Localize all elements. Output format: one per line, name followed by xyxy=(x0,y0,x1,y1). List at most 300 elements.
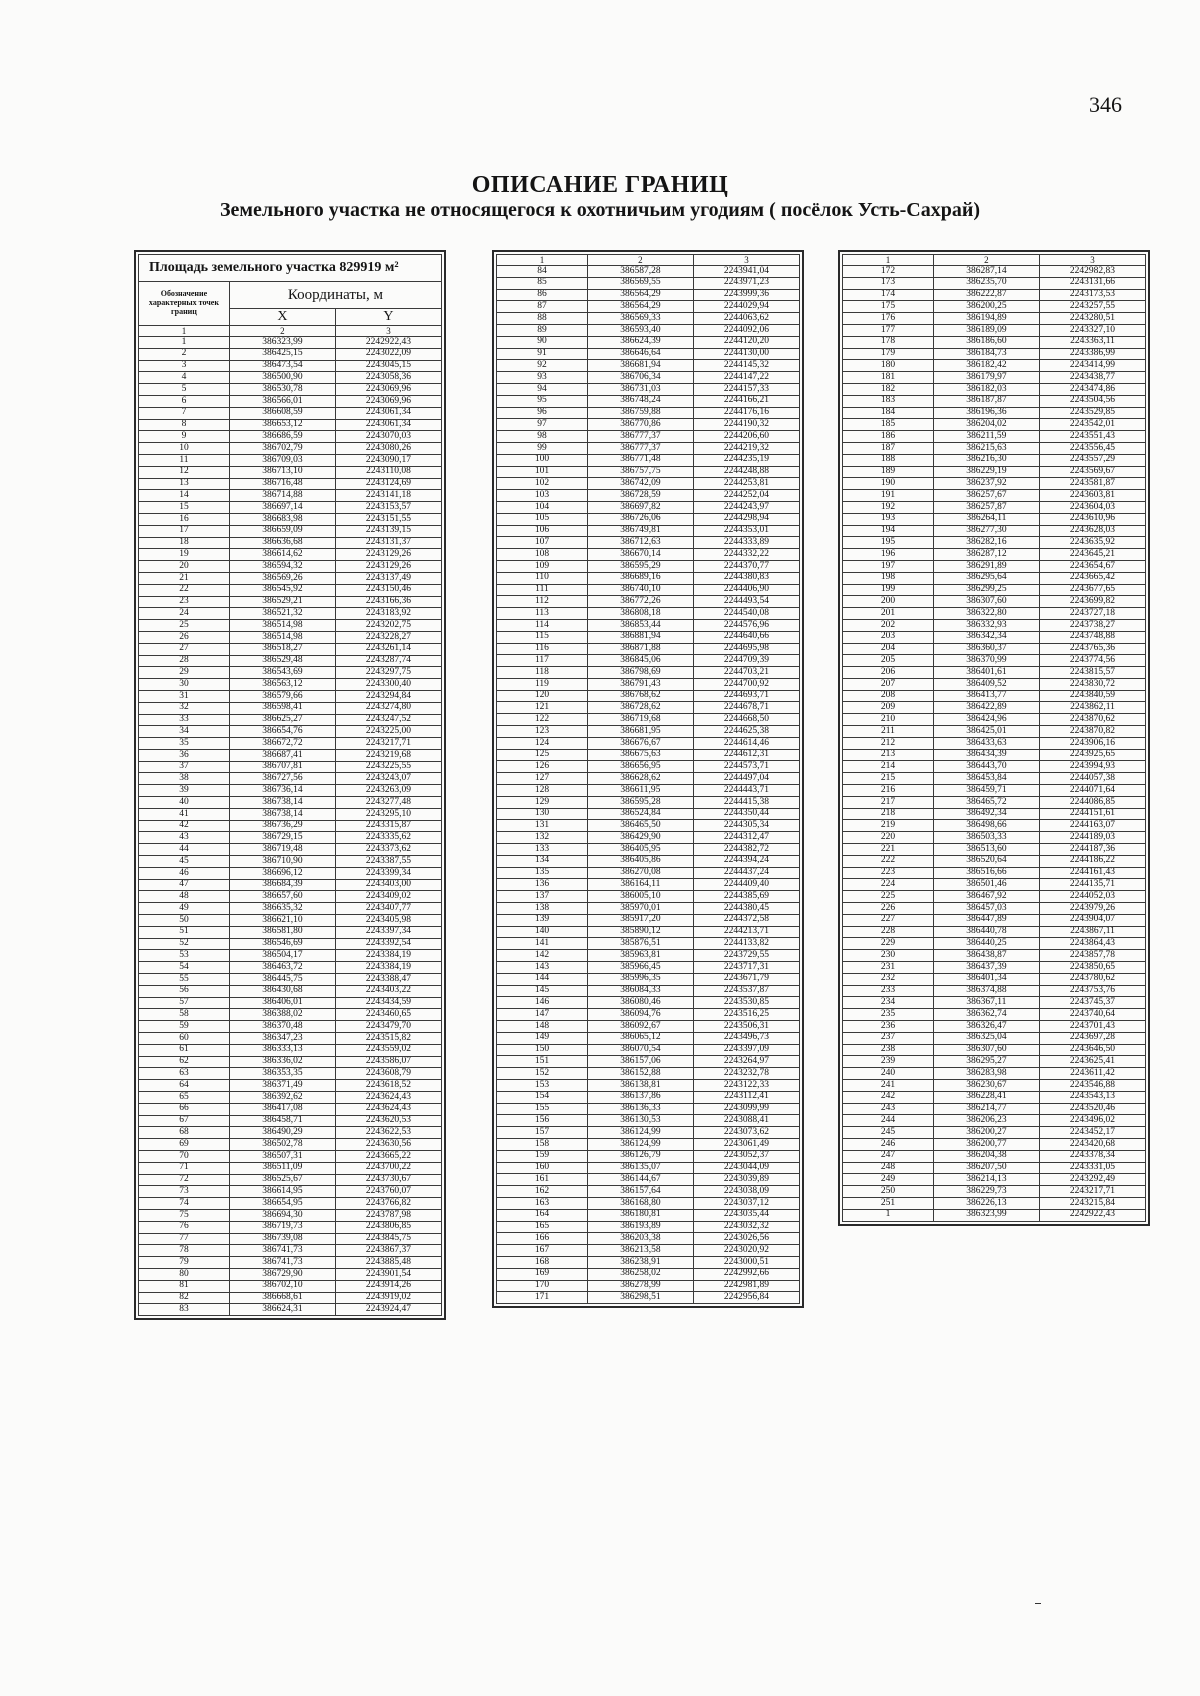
point-number: 190 xyxy=(843,478,934,490)
x-coordinate: 386726,06 xyxy=(587,513,693,525)
x-coordinate: 386405,95 xyxy=(587,844,693,856)
y-coordinate: 2243131,66 xyxy=(1039,277,1145,289)
table-row xyxy=(497,667,800,679)
x-coordinate: 386525,67 xyxy=(229,1174,335,1186)
point-number: 122 xyxy=(497,714,588,726)
point-number: 148 xyxy=(497,1021,588,1033)
table-row xyxy=(497,608,800,620)
table-row xyxy=(139,797,442,809)
point-number: 224 xyxy=(843,879,934,891)
point-number: 212 xyxy=(843,737,934,749)
table-row xyxy=(139,1162,442,1174)
y-coordinate: 2244693,71 xyxy=(693,690,799,702)
y-coordinate: 2243151,55 xyxy=(335,513,441,525)
point-number: 180 xyxy=(843,360,934,372)
table-row xyxy=(497,1044,800,1056)
y-coordinate: 2243530,85 xyxy=(693,997,799,1009)
y-coordinate: 2243225,55 xyxy=(335,761,441,773)
x-coordinate: 386214,77 xyxy=(933,1103,1039,1115)
y-coordinate: 2243645,21 xyxy=(1039,549,1145,561)
table-row xyxy=(139,572,442,584)
point-number: 41 xyxy=(139,808,230,820)
point-number: 85 xyxy=(497,277,588,289)
point-number: 223 xyxy=(843,867,934,879)
x-coordinate: 386771,48 xyxy=(587,454,693,466)
point-number: 16 xyxy=(139,513,230,525)
table-row xyxy=(139,384,442,396)
point-number: 247 xyxy=(843,1150,934,1162)
point-number: 171 xyxy=(497,1292,588,1304)
x-coordinate: 386392,62 xyxy=(229,1092,335,1104)
x-coordinate: 386214,13 xyxy=(933,1174,1039,1186)
x-coordinate: 386654,95 xyxy=(229,1198,335,1210)
table-row xyxy=(497,655,800,667)
table-row xyxy=(139,561,442,573)
y-coordinate: 2243397,09 xyxy=(693,1044,799,1056)
x-coordinate: 386443,70 xyxy=(933,761,1039,773)
x-coordinate: 386716,48 xyxy=(229,478,335,490)
y-coordinate: 2243603,81 xyxy=(1039,490,1145,502)
y-coordinate: 2244394,24 xyxy=(693,855,799,867)
point-number: 78 xyxy=(139,1245,230,1257)
x-coordinate: 386295,27 xyxy=(933,1056,1039,1068)
table-row xyxy=(497,1150,800,1162)
point-number: 62 xyxy=(139,1056,230,1068)
table-row xyxy=(497,1009,800,1021)
point-number: 156 xyxy=(497,1115,588,1127)
y-coordinate: 2243556,45 xyxy=(1039,442,1145,454)
point-number: 203 xyxy=(843,631,934,643)
table-row xyxy=(139,1033,442,1045)
table-2-body xyxy=(497,266,800,1304)
point-number: 60 xyxy=(139,1033,230,1045)
y-coordinate: 2243604,03 xyxy=(1039,501,1145,513)
point-number: 96 xyxy=(497,407,588,419)
x-coordinate: 386543,69 xyxy=(229,667,335,679)
point-number: 241 xyxy=(843,1079,934,1091)
x-coordinate: 386728,59 xyxy=(587,490,693,502)
x-coordinate: 386193,89 xyxy=(587,1221,693,1233)
point-number: 173 xyxy=(843,277,934,289)
point-number: 100 xyxy=(497,454,588,466)
point-number: 88 xyxy=(497,313,588,325)
x-coordinate: 386182,42 xyxy=(933,360,1039,372)
table-row xyxy=(843,1044,1146,1056)
table-row xyxy=(139,808,442,820)
x-coordinate: 386684,39 xyxy=(229,879,335,891)
table-row xyxy=(139,997,442,1009)
y-coordinate: 2243139,15 xyxy=(335,525,441,537)
table-row xyxy=(139,608,442,620)
point-number: 61 xyxy=(139,1044,230,1056)
x-coordinate: 386653,12 xyxy=(229,419,335,431)
table-row xyxy=(843,1150,1146,1162)
table-row xyxy=(139,490,442,502)
table-row xyxy=(497,560,800,572)
y-coordinate: 2243625,41 xyxy=(1039,1056,1145,1068)
x-coordinate: 386681,94 xyxy=(587,360,693,372)
y-coordinate: 2244695,98 xyxy=(693,643,799,655)
table-row xyxy=(139,407,442,419)
x-coordinate: 386564,29 xyxy=(587,301,693,313)
point-number: 136 xyxy=(497,879,588,891)
point-number: 154 xyxy=(497,1091,588,1103)
table-row xyxy=(139,891,442,903)
coordinates-header: Координаты, м xyxy=(229,282,441,309)
y-coordinate: 2244678,71 xyxy=(693,702,799,714)
y-coordinate: 2243622,53 xyxy=(335,1127,441,1139)
y-coordinate: 2243780,62 xyxy=(1039,973,1145,985)
table-row xyxy=(139,820,442,832)
table-row xyxy=(497,1221,800,1233)
table-row xyxy=(139,749,442,761)
point-number: 7 xyxy=(139,407,230,419)
table-row xyxy=(497,619,800,631)
y-coordinate: 2244157,33 xyxy=(693,383,799,395)
y-coordinate: 2243740,64 xyxy=(1039,1009,1145,1021)
y-coordinate: 2244406,90 xyxy=(693,584,799,596)
x-coordinate: 386741,73 xyxy=(229,1245,335,1257)
table-row xyxy=(497,525,800,537)
column-number: 3 xyxy=(335,326,441,337)
table-row xyxy=(843,844,1146,856)
table-row xyxy=(497,1268,800,1280)
point-number: 8 xyxy=(139,419,230,431)
y-coordinate: 2243069,96 xyxy=(335,395,441,407)
x-coordinate: 386498,66 xyxy=(933,820,1039,832)
point-number: 215 xyxy=(843,773,934,785)
point-number: 185 xyxy=(843,419,934,431)
x-coordinate: 386401,61 xyxy=(933,667,1039,679)
table-row xyxy=(139,431,442,443)
point-number: 115 xyxy=(497,631,588,643)
y-coordinate: 2243516,25 xyxy=(693,1009,799,1021)
table-2 xyxy=(496,254,800,1304)
point-number: 92 xyxy=(497,360,588,372)
y-coordinate: 2243403,22 xyxy=(335,985,441,997)
table-row xyxy=(139,903,442,915)
point-number: 48 xyxy=(139,891,230,903)
point-number: 44 xyxy=(139,844,230,856)
x-coordinate: 386458,71 xyxy=(229,1115,335,1127)
table-row xyxy=(843,1186,1146,1198)
x-coordinate: 386614,62 xyxy=(229,549,335,561)
x-coordinate: 385890,12 xyxy=(587,926,693,938)
y-coordinate: 2243373,62 xyxy=(335,844,441,856)
table-row xyxy=(497,962,800,974)
table-row xyxy=(843,431,1146,443)
table-row xyxy=(139,832,442,844)
x-coordinate: 386514,98 xyxy=(229,620,335,632)
y-coordinate: 2243624,43 xyxy=(335,1103,441,1115)
y-coordinate: 2244145,32 xyxy=(693,360,799,372)
table-row xyxy=(139,478,442,490)
table-row xyxy=(139,1009,442,1021)
point-number: 130 xyxy=(497,808,588,820)
y-coordinate: 2243225,00 xyxy=(335,726,441,738)
y-coordinate: 2244133,82 xyxy=(693,938,799,950)
y-coordinate: 2243409,02 xyxy=(335,891,441,903)
point-number: 19 xyxy=(139,549,230,561)
point-number: 24 xyxy=(139,608,230,620)
x-coordinate: 386065,12 xyxy=(587,1032,693,1044)
x-coordinate: 386187,87 xyxy=(933,395,1039,407)
x-coordinate: 386164,11 xyxy=(587,879,693,891)
x-coordinate: 386277,30 xyxy=(933,525,1039,537)
y-coordinate: 2243727,18 xyxy=(1039,608,1145,620)
point-number: 72 xyxy=(139,1174,230,1186)
table-1-body xyxy=(139,337,442,1316)
point-number: 114 xyxy=(497,619,588,631)
x-coordinate: 386566,01 xyxy=(229,395,335,407)
x-coordinate: 386545,92 xyxy=(229,584,335,596)
y-coordinate: 2243032,32 xyxy=(693,1221,799,1233)
x-coordinate: 386283,98 xyxy=(933,1068,1039,1080)
table-row xyxy=(497,419,800,431)
table-row xyxy=(843,879,1146,891)
y-coordinate: 2243131,37 xyxy=(335,537,441,549)
x-coordinate: 386686,59 xyxy=(229,431,335,443)
table-row xyxy=(497,277,800,289)
y-coordinate: 2243885,48 xyxy=(335,1257,441,1269)
table-row xyxy=(497,631,800,643)
table-row xyxy=(497,985,800,997)
table-row xyxy=(843,266,1146,278)
y-coordinate: 2243058,36 xyxy=(335,372,441,384)
point-number: 90 xyxy=(497,336,588,348)
point-number: 240 xyxy=(843,1068,934,1080)
point-number: 23 xyxy=(139,596,230,608)
y-coordinate: 2243971,23 xyxy=(693,277,799,289)
point-number: 121 xyxy=(497,702,588,714)
x-coordinate: 386307,60 xyxy=(933,1044,1039,1056)
table-row xyxy=(139,596,442,608)
x-coordinate: 386080,46 xyxy=(587,997,693,1009)
y-coordinate: 2243173,53 xyxy=(1039,289,1145,301)
point-number: 160 xyxy=(497,1162,588,1174)
x-coordinate: 385970,01 xyxy=(587,903,693,915)
y-coordinate: 2243845,75 xyxy=(335,1233,441,1245)
point-number: 222 xyxy=(843,855,934,867)
y-coordinate: 2244576,96 xyxy=(693,619,799,631)
table-row xyxy=(497,938,800,950)
point-number: 135 xyxy=(497,867,588,879)
table-row xyxy=(139,525,442,537)
point-number: 6 xyxy=(139,395,230,407)
x-coordinate: 386672,72 xyxy=(229,738,335,750)
table-row xyxy=(139,620,442,632)
y-coordinate: 2243124,69 xyxy=(335,478,441,490)
point-number: 75 xyxy=(139,1209,230,1221)
y-coordinate: 2243327,10 xyxy=(1039,324,1145,336)
x-coordinate: 386511,09 xyxy=(229,1162,335,1174)
table-row xyxy=(843,1162,1146,1174)
table-row xyxy=(843,395,1146,407)
y-coordinate: 2243247,52 xyxy=(335,714,441,726)
x-coordinate: 386668,61 xyxy=(229,1292,335,1304)
table-row xyxy=(843,891,1146,903)
x-coordinate: 386417,08 xyxy=(229,1103,335,1115)
table-row xyxy=(843,914,1146,926)
x-coordinate: 386229,19 xyxy=(933,466,1039,478)
y-coordinate: 2243830,72 xyxy=(1039,678,1145,690)
y-coordinate: 2244312,47 xyxy=(693,832,799,844)
x-coordinate: 386659,09 xyxy=(229,525,335,537)
y-coordinate: 2243610,96 xyxy=(1039,513,1145,525)
y-coordinate: 2243061,34 xyxy=(335,407,441,419)
point-number: 129 xyxy=(497,796,588,808)
y-coordinate: 2243504,56 xyxy=(1039,395,1145,407)
table-row xyxy=(497,442,800,454)
y-coordinate: 2243646,50 xyxy=(1039,1044,1145,1056)
point-number: 200 xyxy=(843,596,934,608)
point-number: 29 xyxy=(139,667,230,679)
point-number: 1 xyxy=(843,1209,934,1221)
table-row xyxy=(497,289,800,301)
point-number: 1 xyxy=(139,337,230,349)
x-coordinate: 386367,11 xyxy=(933,997,1039,1009)
point-number: 50 xyxy=(139,915,230,927)
table-row xyxy=(843,537,1146,549)
point-number: 201 xyxy=(843,608,934,620)
y-coordinate: 2243904,07 xyxy=(1039,914,1145,926)
x-coordinate: 386500,90 xyxy=(229,372,335,384)
point-number: 80 xyxy=(139,1268,230,1280)
y-coordinate: 2244130,00 xyxy=(693,348,799,360)
point-number: 159 xyxy=(497,1150,588,1162)
y-coordinate: 2243557,29 xyxy=(1039,454,1145,466)
table-row xyxy=(843,726,1146,738)
y-coordinate: 2243044,09 xyxy=(693,1162,799,1174)
y-coordinate: 2244057,38 xyxy=(1039,773,1145,785)
x-coordinate: 386325,04 xyxy=(933,1032,1039,1044)
point-number: 191 xyxy=(843,490,934,502)
table-row xyxy=(139,1056,442,1068)
x-coordinate: 386445,75 xyxy=(229,974,335,986)
y-coordinate: 2243073,62 xyxy=(693,1127,799,1139)
table-row xyxy=(139,985,442,997)
table-row xyxy=(843,808,1146,820)
y-coordinate: 2244437,24 xyxy=(693,867,799,879)
table-row xyxy=(497,891,800,903)
y-coordinate: 2243506,31 xyxy=(693,1021,799,1033)
table-row xyxy=(497,584,800,596)
point-number: 165 xyxy=(497,1221,588,1233)
y-coordinate: 2243787,98 xyxy=(335,1209,441,1221)
point-number: 181 xyxy=(843,372,934,384)
y-coordinate: 2243069,96 xyxy=(335,384,441,396)
point-number: 250 xyxy=(843,1186,934,1198)
point-number: 18 xyxy=(139,537,230,549)
table-row xyxy=(843,973,1146,985)
x-coordinate: 386713,10 xyxy=(229,466,335,478)
table-row xyxy=(139,1068,442,1080)
table-row xyxy=(843,584,1146,596)
x-coordinate: 386413,77 xyxy=(933,690,1039,702)
x-coordinate: 386714,88 xyxy=(229,490,335,502)
point-number: 164 xyxy=(497,1209,588,1221)
x-coordinate: 386507,31 xyxy=(229,1150,335,1162)
x-coordinate: 386463,72 xyxy=(229,962,335,974)
point-number: 142 xyxy=(497,950,588,962)
table-row xyxy=(139,1304,442,1316)
x-coordinate: 386196,36 xyxy=(933,407,1039,419)
y-coordinate: 2243243,07 xyxy=(335,773,441,785)
table-row xyxy=(139,962,442,974)
table-row xyxy=(497,1091,800,1103)
x-coordinate: 386473,54 xyxy=(229,360,335,372)
y-coordinate: 2243979,26 xyxy=(1039,903,1145,915)
table-row xyxy=(497,726,800,738)
y-coordinate: 2243384,19 xyxy=(335,962,441,974)
table-row xyxy=(843,1103,1146,1115)
table-row xyxy=(497,997,800,1009)
x-coordinate: 385963,81 xyxy=(587,950,693,962)
x-coordinate: 386529,48 xyxy=(229,655,335,667)
y-coordinate: 2243925,65 xyxy=(1039,749,1145,761)
table-row xyxy=(843,348,1146,360)
y-coordinate: 2243403,00 xyxy=(335,879,441,891)
point-number: 182 xyxy=(843,383,934,395)
y-coordinate: 2244206,60 xyxy=(693,431,799,443)
point-number: 117 xyxy=(497,655,588,667)
table-row xyxy=(139,337,442,349)
y-coordinate: 2243420,68 xyxy=(1039,1138,1145,1150)
point-number: 228 xyxy=(843,926,934,938)
x-coordinate: 386739,08 xyxy=(229,1233,335,1245)
x-coordinate: 386459,71 xyxy=(933,785,1039,797)
y-coordinate: 2243384,19 xyxy=(335,950,441,962)
table-row xyxy=(139,643,442,655)
point-number: 155 xyxy=(497,1103,588,1115)
x-coordinate: 386709,03 xyxy=(229,454,335,466)
point-number: 106 xyxy=(497,525,588,537)
point-number: 28 xyxy=(139,655,230,667)
column-number: 1 xyxy=(497,255,588,266)
y-coordinate: 2243141,18 xyxy=(335,490,441,502)
table-row xyxy=(139,584,442,596)
table-row xyxy=(497,360,800,372)
point-number: 120 xyxy=(497,690,588,702)
x-coordinate: 386581,80 xyxy=(229,926,335,938)
table-row xyxy=(497,1162,800,1174)
x-coordinate: 386728,62 xyxy=(587,702,693,714)
y-coordinate: 2243300,40 xyxy=(335,679,441,691)
table-row xyxy=(497,572,800,584)
y-coordinate: 2243061,34 xyxy=(335,419,441,431)
x-coordinate: 386228,41 xyxy=(933,1091,1039,1103)
table-row xyxy=(497,1056,800,1068)
y-coordinate: 2243405,98 xyxy=(335,915,441,927)
table-row xyxy=(843,360,1146,372)
y-coordinate: 2243090,17 xyxy=(335,454,441,466)
x-coordinate: 386569,26 xyxy=(229,572,335,584)
table-row xyxy=(497,808,800,820)
y-coordinate: 2243717,31 xyxy=(693,962,799,974)
point-number: 57 xyxy=(139,997,230,1009)
table-row xyxy=(843,277,1146,289)
y-coordinate: 2244332,22 xyxy=(693,549,799,561)
point-number: 188 xyxy=(843,454,934,466)
x-coordinate: 386741,73 xyxy=(229,1257,335,1269)
y-coordinate: 2244161,43 xyxy=(1039,867,1145,879)
column-number: 2 xyxy=(933,255,1039,266)
y-coordinate: 2243088,41 xyxy=(693,1115,799,1127)
point-number: 77 xyxy=(139,1233,230,1245)
table-row xyxy=(139,454,442,466)
x-coordinate: 386429,90 xyxy=(587,832,693,844)
x-coordinate: 386434,39 xyxy=(933,749,1039,761)
